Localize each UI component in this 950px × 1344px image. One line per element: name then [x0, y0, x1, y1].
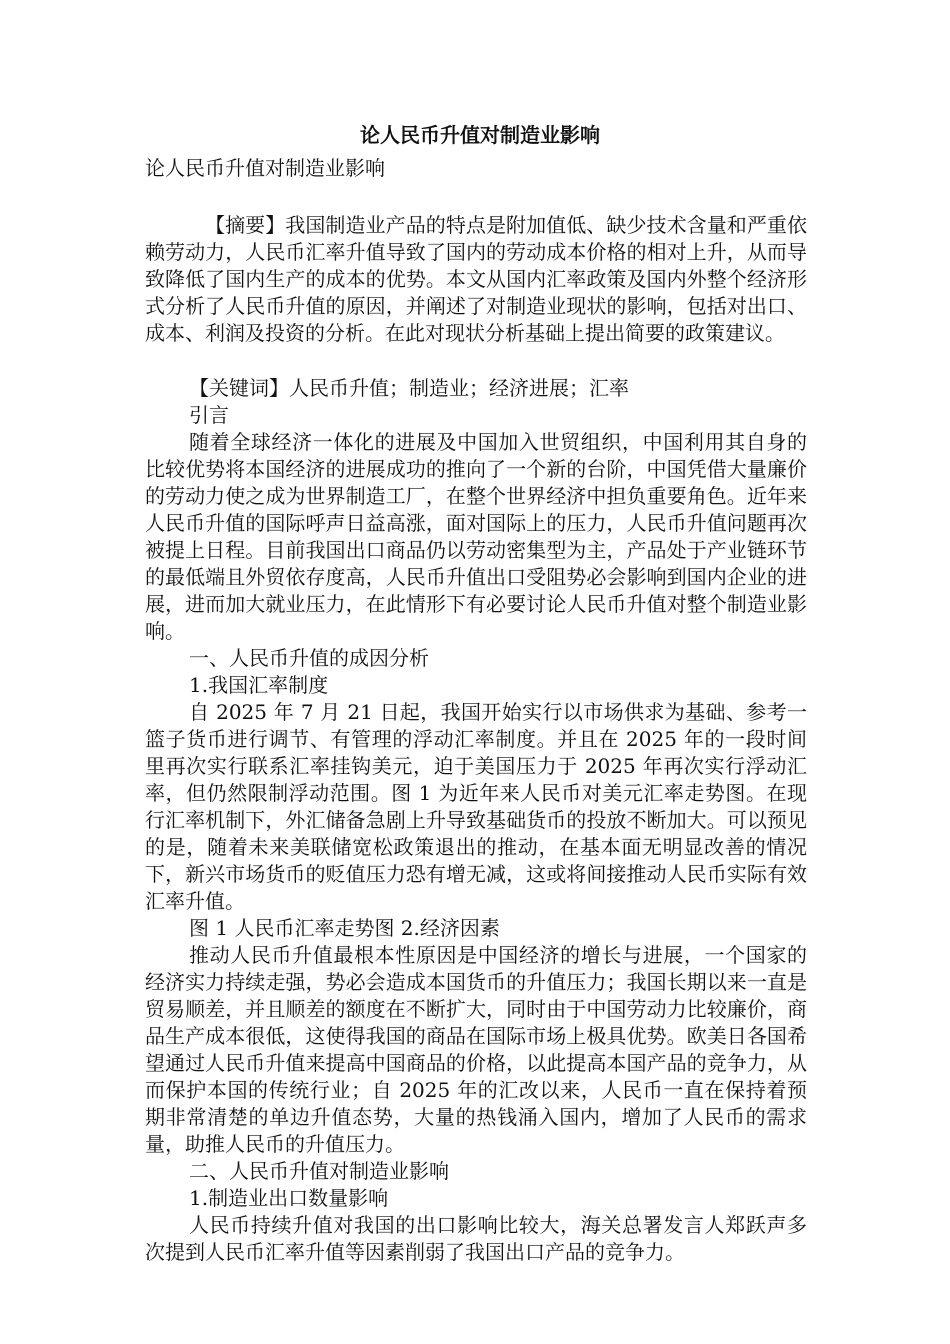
spacer	[145, 347, 807, 375]
keywords-line: 【关键词】人民币升值；制造业；经济进展；汇率	[189, 376, 629, 400]
section1-heading: 一、人民币升值的成因分析	[189, 646, 429, 670]
section2-sub1-paragraph: 人民币持续升值对我国的出口影响比较大，海关总署发言人郑跃声多次提到人民币汇率升值等因素削弱了我国出口产品的竞争力。	[145, 1213, 807, 1264]
figure-caption-line: 图 1 人民币汇率走势图 2.经济因素	[189, 916, 500, 940]
section1-subheading-1: 1.我国汇率制度	[189, 673, 329, 697]
section2-heading: 二、人民币升值对制造业影响	[189, 1159, 449, 1183]
document-page	[145, 118, 807, 1266]
spacer	[145, 184, 807, 212]
section1-sub2-paragraph: 推动人民币升值最根本性原因是中国经济的增长与进展，一个国家的经济实力持续走强，势必会造成本国货币的升值压力；我国长期以来一直是贸易顺差，并且顺差的额度在不断扩大，同时由于中国劳动力比较廉价，商品生产成本很低，这使得我国的商品在国际市场上极具优势。欧美日各国希望通过人民币升值来提高中国商品的价格，以此提高本国产品的竞争力，从而保护本国的传统行业；自 2025 年的汇改以来，人民币一直在保持着预期非常清楚的单边升值态势，大量的热钱涌入国内，增加了人民币的需求量，助推人民币的升值压力。	[145, 943, 807, 1156]
abstract-paragraph: 【摘要】我国制造业产品的特点是附加值低、缺少技术含量和严重依赖劳动力，人民币汇率升值导致了国内的劳动成本价格的相对上升，从而导致降低了国内生产的成本的优势。本文从国内汇率政策及国内外整个经济形式分析了人民币升值的原因，并阐述了对制造业现状的影响，包括对出口、成本、利润及投资的分析。在此对现状分析基础上提出简要的政策建议。	[145, 213, 807, 345]
intro-heading: 引言	[189, 403, 229, 427]
section1-sub1-paragraph: 自 2025 年 7 月 21 日起，我国开始实行以市场供求为基础、参考一篮子货币进行调节、有管理的浮动汇率制度。并且在 2025 年的一段时间里再次实行联系汇率挂钩美元，迫于美国压力于 2025 年再次实行浮动汇率，但仍然限制浮动范围。图 1 为近年来人民币对美元汇率走势图。在现行汇率机制下，外汇储备急剧上升导致基础货币的投放不断加大。可以预见的是，随着未来美联储宽松政策退出的推动，在基本面无明显改善的情况下，新兴市场货币的贬值压力恐有增无减，这或将间接推动人民币实际有效汇率升值。	[145, 700, 807, 913]
intro-paragraph: 随着全球经济一体化的进展及中国加入世贸组织，中国利用其自身的比较优势将本国经济的进展成功的推向了一个新的台阶，中国凭借大量廉价的劳动力使之成为世界制造工厂，在整个世界经济中担负重要角色。近年来人民币升值的国际呼声日益高涨，面对国际上的压力，人民币升值问题再次被提上日程。目前我国出口商品仍以劳动密集型为主，产品处于产业链环节的最低端且外贸依存度高，人民币升值出口受阻势必会影响到国内企业的进展，进而加大就业压力，在此情形下有必要讨论人民币升值对整个制造业影响。	[145, 430, 807, 643]
document-subtitle: 论人民币升值对制造业影响	[145, 156, 385, 180]
section2-subheading-1: 1.制造业出口数量影响	[189, 1186, 389, 1210]
document-title: 论人民币升值对制造业影响	[360, 123, 600, 147]
